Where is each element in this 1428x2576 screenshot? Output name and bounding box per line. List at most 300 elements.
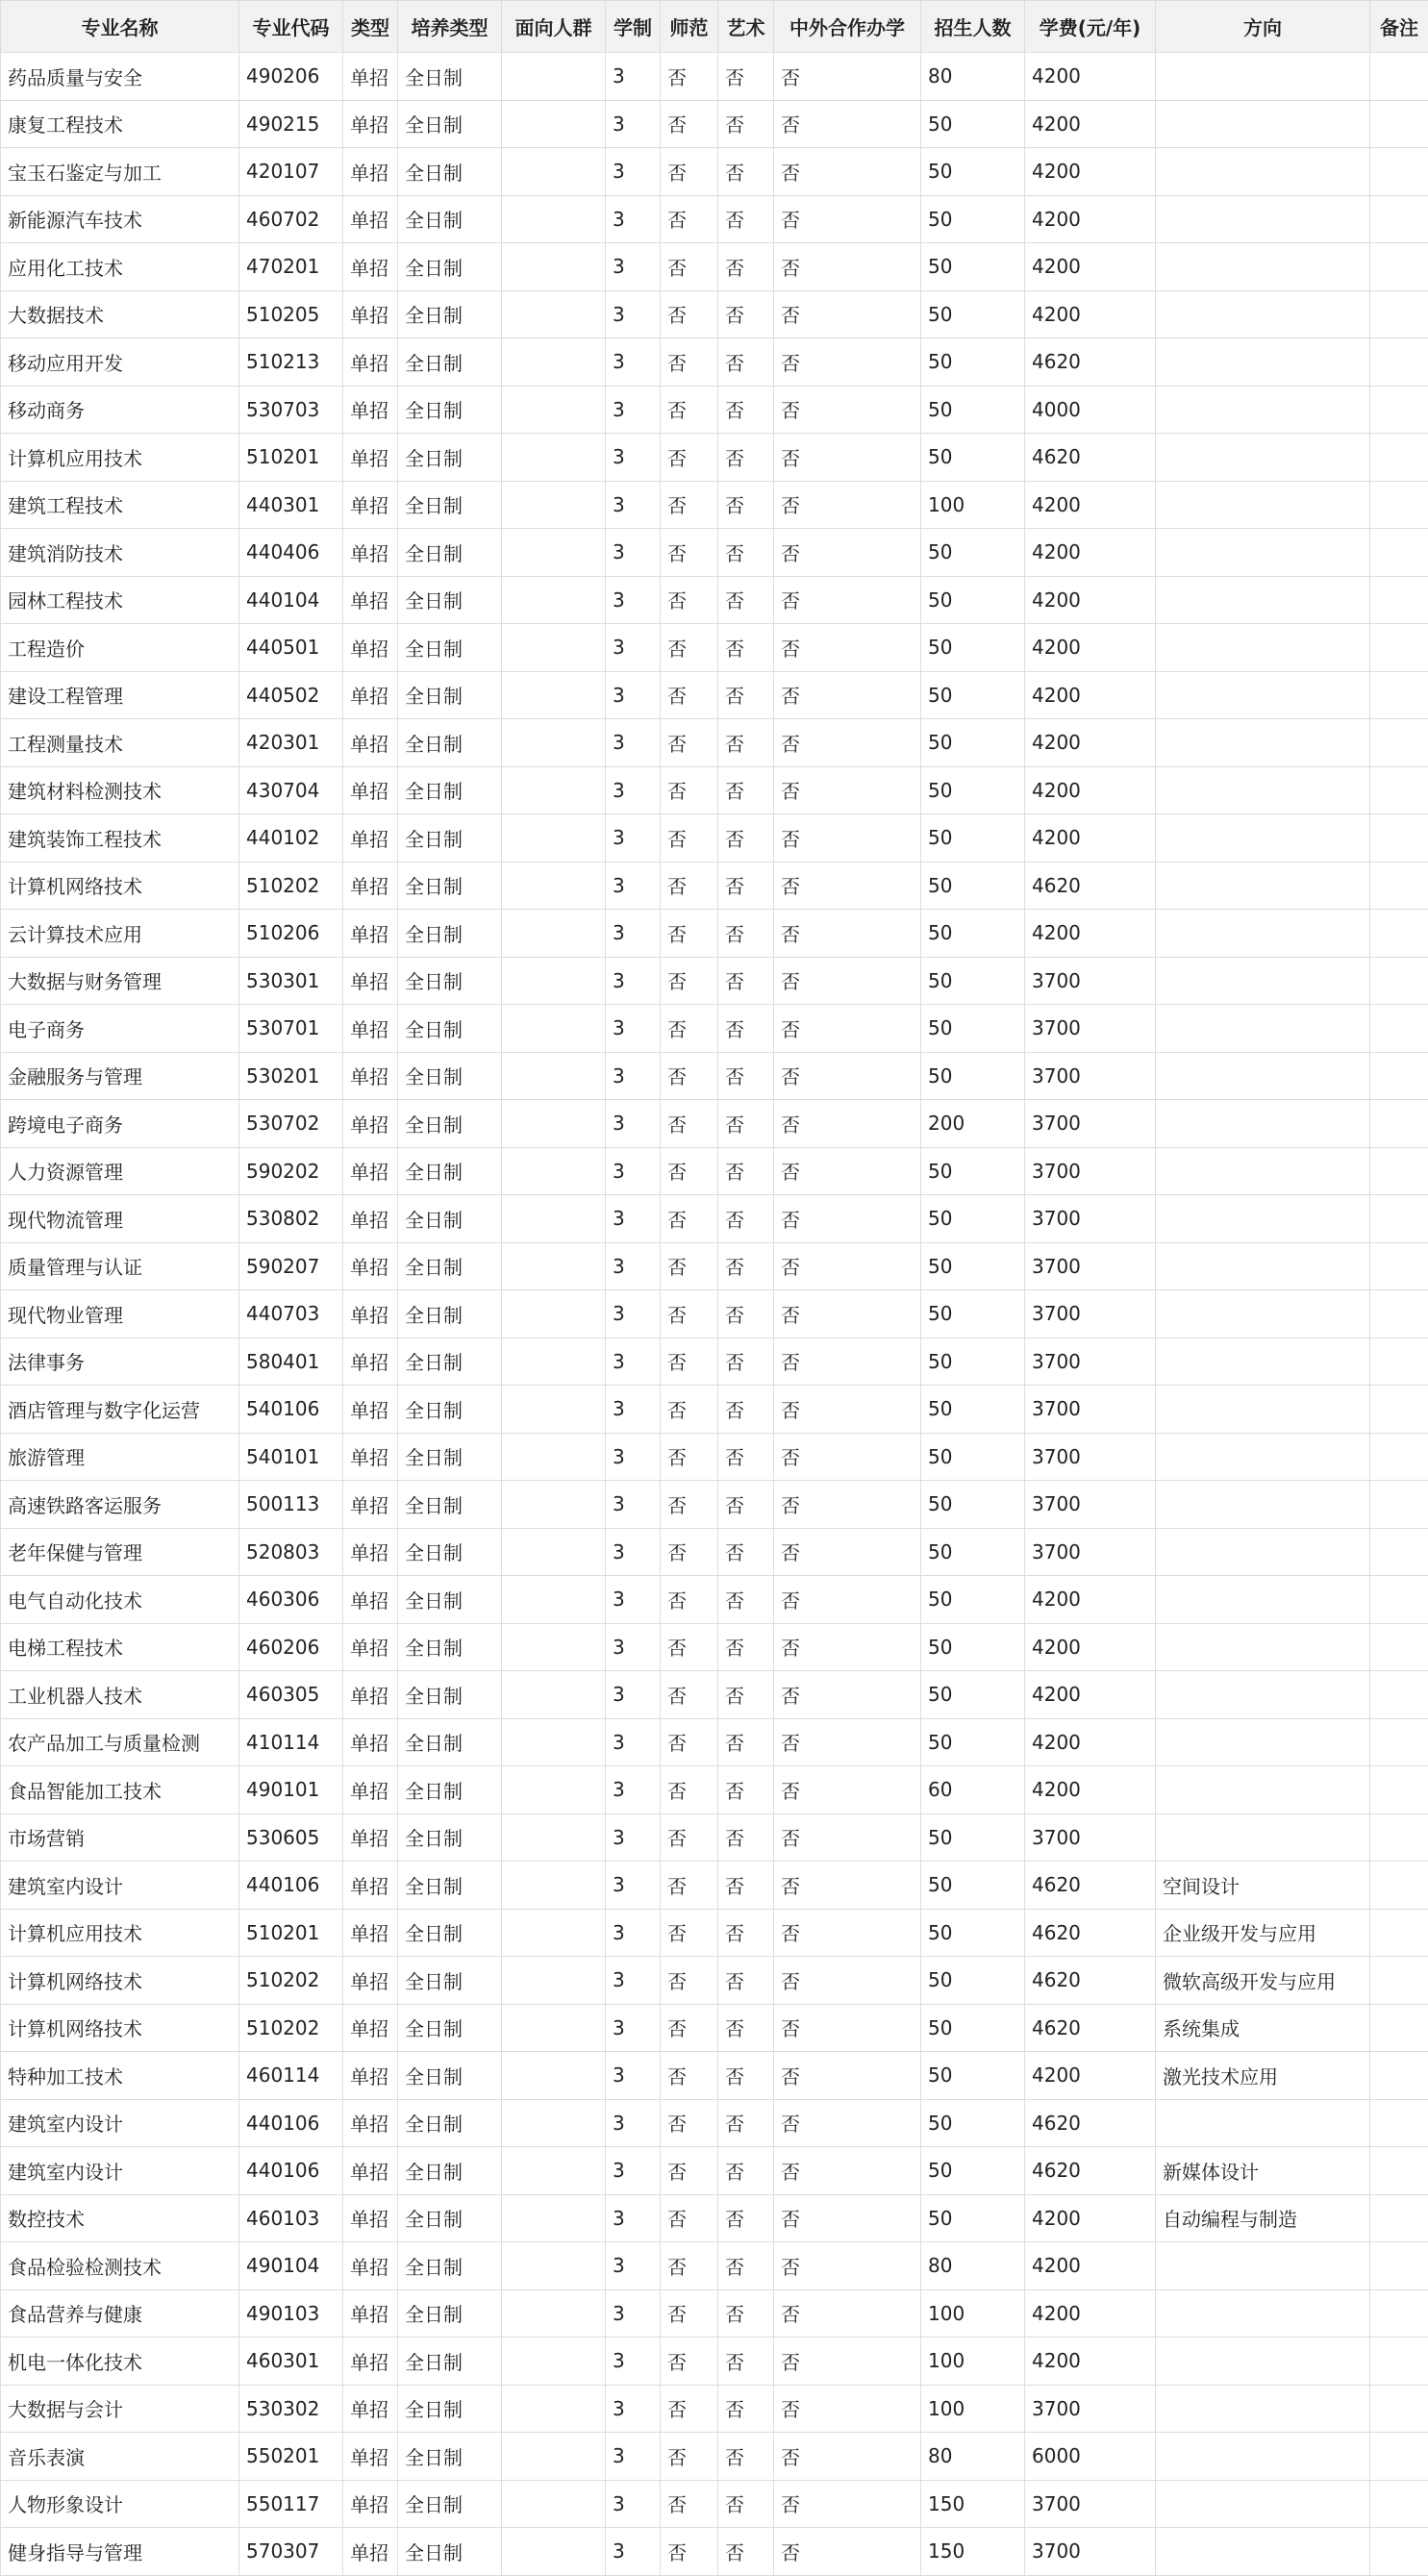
cell-target-group xyxy=(502,195,606,243)
cell-normal-school: 否 xyxy=(661,1386,718,1434)
cell-normal-school: 否 xyxy=(661,1909,718,1957)
cell-duration: 3 xyxy=(606,719,661,767)
cell-major-code: 440301 xyxy=(239,481,343,529)
cell-enrollment-count: 50 xyxy=(921,386,1025,434)
cell-target-group xyxy=(502,1100,606,1148)
cell-tuition: 4620 xyxy=(1025,2099,1156,2147)
cell-sino-foreign: 否 xyxy=(774,2052,921,2100)
cell-training-type: 全日制 xyxy=(398,814,502,863)
cell-direction xyxy=(1156,1528,1370,1576)
cell-duration: 3 xyxy=(606,766,661,814)
cell-remarks xyxy=(1370,719,1428,767)
cell-enrollment-count: 50 xyxy=(921,1147,1025,1195)
cell-training-type: 全日制 xyxy=(398,1813,502,1862)
cell-enrollment-count: 50 xyxy=(921,1242,1025,1290)
column-header-art: 艺术 xyxy=(718,1,774,53)
table-row xyxy=(1,1909,1428,1957)
cell-target-group xyxy=(502,290,606,338)
cell-direction xyxy=(1156,290,1370,338)
cell-remarks xyxy=(1370,1576,1428,1624)
cell-normal-school: 否 xyxy=(661,481,718,529)
cell-remarks xyxy=(1370,1195,1428,1243)
cell-target-group xyxy=(502,2052,606,2100)
column-header-duration: 学制 xyxy=(606,1,661,53)
cell-tuition: 4620 xyxy=(1025,434,1156,482)
cell-sino-foreign: 否 xyxy=(774,576,921,624)
cell-duration: 3 xyxy=(606,1862,661,1910)
cell-target-group xyxy=(502,1005,606,1053)
cell-major-code: 530701 xyxy=(239,1005,343,1053)
cell-remarks xyxy=(1370,814,1428,863)
cell-enrollment-count: 50 xyxy=(921,1862,1025,1910)
cell-target-group xyxy=(502,862,606,910)
cell-direction xyxy=(1156,1766,1370,1814)
cell-sino-foreign: 否 xyxy=(774,195,921,243)
cell-art: 否 xyxy=(718,1052,774,1100)
cell-normal-school: 否 xyxy=(661,1957,718,2005)
cell-tuition: 4200 xyxy=(1025,2052,1156,2100)
cell-remarks xyxy=(1370,53,1428,101)
cell-duration: 3 xyxy=(606,1386,661,1434)
table-row xyxy=(1,1576,1428,1624)
cell-major-code: 440501 xyxy=(239,624,343,672)
cell-enrollment-count: 50 xyxy=(921,100,1025,148)
cell-target-group xyxy=(502,2338,606,2386)
cell-duration: 3 xyxy=(606,2242,661,2290)
cell-major-code: 460305 xyxy=(239,1671,343,1719)
cell-type: 单招 xyxy=(343,2052,398,2100)
cell-target-group xyxy=(502,2528,606,2576)
cell-remarks xyxy=(1370,576,1428,624)
cell-art: 否 xyxy=(718,2004,774,2052)
cell-major-code: 440703 xyxy=(239,1290,343,1338)
cell-direction xyxy=(1156,1100,1370,1148)
cell-enrollment-count: 50 xyxy=(921,957,1025,1005)
cell-remarks xyxy=(1370,386,1428,434)
cell-training-type: 全日制 xyxy=(398,624,502,672)
cell-major-code: 510202 xyxy=(239,862,343,910)
table-row xyxy=(1,1671,1428,1719)
cell-normal-school: 否 xyxy=(661,1290,718,1338)
cell-tuition: 3700 xyxy=(1025,2385,1156,2433)
cell-normal-school: 否 xyxy=(661,243,718,291)
cell-remarks xyxy=(1370,2528,1428,2576)
cell-art: 否 xyxy=(718,434,774,482)
cell-training-type: 全日制 xyxy=(398,2052,502,2100)
cell-direction xyxy=(1156,148,1370,196)
cell-type: 单招 xyxy=(343,1718,398,1766)
cell-remarks xyxy=(1370,148,1428,196)
cell-major-name: 建筑室内设计 xyxy=(1,2147,239,2195)
cell-art: 否 xyxy=(718,862,774,910)
cell-remarks xyxy=(1370,1623,1428,1671)
cell-major-code: 580401 xyxy=(239,1338,343,1386)
cell-tuition: 3700 xyxy=(1025,2528,1156,2576)
cell-art: 否 xyxy=(718,766,774,814)
table-row xyxy=(1,624,1428,672)
cell-direction xyxy=(1156,766,1370,814)
cell-art: 否 xyxy=(718,1242,774,1290)
cell-art: 否 xyxy=(718,1957,774,2005)
cell-enrollment-count: 50 xyxy=(921,1433,1025,1481)
cell-training-type: 全日制 xyxy=(398,2147,502,2195)
cell-remarks xyxy=(1370,2433,1428,2481)
cell-tuition: 4200 xyxy=(1025,243,1156,291)
table-header xyxy=(1,1,1428,53)
cell-major-name: 机电一体化技术 xyxy=(1,2338,239,2386)
cell-art: 否 xyxy=(718,2052,774,2100)
cell-major-code: 510213 xyxy=(239,338,343,387)
cell-major-code: 440104 xyxy=(239,576,343,624)
table-row xyxy=(1,2338,1428,2386)
cell-direction: 自动编程与制造 xyxy=(1156,2194,1370,2242)
table-row xyxy=(1,1623,1428,1671)
cell-training-type: 全日制 xyxy=(398,2242,502,2290)
cell-major-code: 440502 xyxy=(239,671,343,719)
cell-enrollment-count: 100 xyxy=(921,2338,1025,2386)
cell-normal-school: 否 xyxy=(661,1147,718,1195)
cell-tuition: 3700 xyxy=(1025,2480,1156,2528)
cell-direction xyxy=(1156,910,1370,958)
cell-sino-foreign: 否 xyxy=(774,1338,921,1386)
cell-major-code: 510201 xyxy=(239,1909,343,1957)
cell-enrollment-count: 80 xyxy=(921,2242,1025,2290)
cell-enrollment-count: 50 xyxy=(921,2099,1025,2147)
cell-enrollment-count: 50 xyxy=(921,243,1025,291)
cell-art: 否 xyxy=(718,1005,774,1053)
cell-duration: 3 xyxy=(606,624,661,672)
cell-direction xyxy=(1156,719,1370,767)
cell-major-name: 计算机网络技术 xyxy=(1,862,239,910)
cell-remarks xyxy=(1370,2004,1428,2052)
cell-type: 单招 xyxy=(343,1576,398,1624)
cell-enrollment-count: 50 xyxy=(921,338,1025,387)
cell-direction xyxy=(1156,1052,1370,1100)
cell-type: 单招 xyxy=(343,100,398,148)
cell-direction xyxy=(1156,2480,1370,2528)
cell-art: 否 xyxy=(718,1909,774,1957)
cell-major-name: 跨境电子商务 xyxy=(1,1100,239,1148)
cell-normal-school: 否 xyxy=(661,434,718,482)
cell-training-type: 全日制 xyxy=(398,576,502,624)
cell-enrollment-count: 50 xyxy=(921,2052,1025,2100)
cell-duration: 3 xyxy=(606,1100,661,1148)
cell-tuition: 4620 xyxy=(1025,1862,1156,1910)
cell-sino-foreign: 否 xyxy=(774,2099,921,2147)
cell-enrollment-count: 50 xyxy=(921,1338,1025,1386)
table-row xyxy=(1,2385,1428,2433)
cell-tuition: 4000 xyxy=(1025,386,1156,434)
cell-training-type: 全日制 xyxy=(398,100,502,148)
cell-sino-foreign: 否 xyxy=(774,862,921,910)
cell-remarks xyxy=(1370,2147,1428,2195)
cell-sino-foreign: 否 xyxy=(774,434,921,482)
cell-art: 否 xyxy=(718,290,774,338)
cell-direction xyxy=(1156,434,1370,482)
cell-normal-school: 否 xyxy=(661,910,718,958)
cell-major-code: 510202 xyxy=(239,1957,343,2005)
cell-tuition: 4620 xyxy=(1025,1909,1156,1957)
cell-enrollment-count: 50 xyxy=(921,2194,1025,2242)
cell-major-name: 移动应用开发 xyxy=(1,338,239,387)
cell-direction xyxy=(1156,1338,1370,1386)
table-row xyxy=(1,434,1428,482)
cell-target-group xyxy=(502,1862,606,1910)
cell-normal-school: 否 xyxy=(661,53,718,101)
cell-normal-school: 否 xyxy=(661,529,718,577)
cell-training-type: 全日制 xyxy=(398,1290,502,1338)
cell-remarks xyxy=(1370,957,1428,1005)
cell-normal-school: 否 xyxy=(661,576,718,624)
cell-type: 单招 xyxy=(343,2004,398,2052)
cell-major-name: 食品检验检测技术 xyxy=(1,2242,239,2290)
cell-target-group xyxy=(502,434,606,482)
cell-art: 否 xyxy=(718,1195,774,1243)
cell-remarks xyxy=(1370,290,1428,338)
cell-enrollment-count: 50 xyxy=(921,624,1025,672)
cell-sino-foreign: 否 xyxy=(774,481,921,529)
cell-art: 否 xyxy=(718,1766,774,1814)
cell-direction xyxy=(1156,53,1370,101)
cell-major-name: 园林工程技术 xyxy=(1,576,239,624)
cell-sino-foreign: 否 xyxy=(774,910,921,958)
cell-training-type: 全日制 xyxy=(398,434,502,482)
cell-sino-foreign: 否 xyxy=(774,1909,921,1957)
cell-normal-school: 否 xyxy=(661,2052,718,2100)
cell-type: 单招 xyxy=(343,1005,398,1053)
cell-major-name: 农产品加工与质量检测 xyxy=(1,1718,239,1766)
cell-type: 单招 xyxy=(343,910,398,958)
cell-tuition: 4200 xyxy=(1025,2194,1156,2242)
cell-training-type: 全日制 xyxy=(398,1576,502,1624)
cell-art: 否 xyxy=(718,53,774,101)
table-row xyxy=(1,2004,1428,2052)
cell-type: 单招 xyxy=(343,1766,398,1814)
cell-remarks xyxy=(1370,862,1428,910)
cell-enrollment-count: 80 xyxy=(921,2433,1025,2481)
cell-enrollment-count: 50 xyxy=(921,1813,1025,1862)
cell-normal-school: 否 xyxy=(661,1718,718,1766)
cell-tuition: 4200 xyxy=(1025,290,1156,338)
cell-type: 单招 xyxy=(343,338,398,387)
cell-sino-foreign: 否 xyxy=(774,53,921,101)
cell-enrollment-count: 150 xyxy=(921,2528,1025,2576)
cell-sino-foreign: 否 xyxy=(774,1718,921,1766)
cell-duration: 3 xyxy=(606,1718,661,1766)
cell-direction xyxy=(1156,957,1370,1005)
cell-normal-school: 否 xyxy=(661,1576,718,1624)
cell-training-type: 全日制 xyxy=(398,1147,502,1195)
cell-remarks xyxy=(1370,2338,1428,2386)
cell-type: 单招 xyxy=(343,862,398,910)
table-row xyxy=(1,1813,1428,1862)
cell-type: 单招 xyxy=(343,1290,398,1338)
cell-training-type: 全日制 xyxy=(398,386,502,434)
cell-remarks xyxy=(1370,481,1428,529)
cell-enrollment-count: 100 xyxy=(921,481,1025,529)
cell-major-code: 490104 xyxy=(239,2242,343,2290)
cell-tuition: 6000 xyxy=(1025,2433,1156,2481)
column-header-direction: 方向 xyxy=(1156,1,1370,53)
cell-sino-foreign: 否 xyxy=(774,2004,921,2052)
header-row xyxy=(1,1,1428,53)
cell-major-code: 440106 xyxy=(239,2099,343,2147)
cell-tuition: 4200 xyxy=(1025,481,1156,529)
cell-normal-school: 否 xyxy=(661,1338,718,1386)
cell-tuition: 3700 xyxy=(1025,1195,1156,1243)
cell-major-name: 云计算技术应用 xyxy=(1,910,239,958)
cell-direction xyxy=(1156,529,1370,577)
cell-major-code: 510201 xyxy=(239,434,343,482)
cell-sino-foreign: 否 xyxy=(774,2528,921,2576)
table-row xyxy=(1,2289,1428,2338)
cell-art: 否 xyxy=(718,1100,774,1148)
cell-normal-school: 否 xyxy=(661,100,718,148)
cell-enrollment-count: 50 xyxy=(921,1481,1025,1529)
cell-training-type: 全日制 xyxy=(398,195,502,243)
cell-target-group xyxy=(502,243,606,291)
cell-tuition: 4200 xyxy=(1025,1623,1156,1671)
cell-tuition: 3700 xyxy=(1025,1433,1156,1481)
cell-tuition: 4200 xyxy=(1025,719,1156,767)
cell-major-name: 应用化工技术 xyxy=(1,243,239,291)
cell-enrollment-count: 50 xyxy=(921,1052,1025,1100)
cell-art: 否 xyxy=(718,1718,774,1766)
cell-type: 单招 xyxy=(343,624,398,672)
cell-tuition: 3700 xyxy=(1025,957,1156,1005)
cell-tuition: 4620 xyxy=(1025,2004,1156,2052)
cell-type: 单招 xyxy=(343,957,398,1005)
cell-remarks xyxy=(1370,2099,1428,2147)
column-header-major-name: 专业名称 xyxy=(1,1,239,53)
cell-duration: 3 xyxy=(606,529,661,577)
cell-major-code: 460103 xyxy=(239,2194,343,2242)
cell-type: 单招 xyxy=(343,386,398,434)
cell-tuition: 4200 xyxy=(1025,576,1156,624)
cell-sino-foreign: 否 xyxy=(774,2242,921,2290)
cell-direction xyxy=(1156,386,1370,434)
cell-type: 单招 xyxy=(343,1433,398,1481)
cell-direction: 激光技术应用 xyxy=(1156,2052,1370,2100)
cell-tuition: 4200 xyxy=(1025,148,1156,196)
cell-tuition: 4200 xyxy=(1025,53,1156,101)
cell-target-group xyxy=(502,671,606,719)
cell-duration: 3 xyxy=(606,434,661,482)
cell-enrollment-count: 100 xyxy=(921,2385,1025,2433)
cell-direction xyxy=(1156,2289,1370,2338)
cell-type: 单招 xyxy=(343,1528,398,1576)
cell-art: 否 xyxy=(718,2194,774,2242)
cell-direction xyxy=(1156,2242,1370,2290)
cell-direction xyxy=(1156,1386,1370,1434)
cell-remarks xyxy=(1370,1338,1428,1386)
cell-sino-foreign: 否 xyxy=(774,2433,921,2481)
cell-major-code: 440406 xyxy=(239,529,343,577)
cell-duration: 3 xyxy=(606,2433,661,2481)
cell-direction xyxy=(1156,1005,1370,1053)
cell-art: 否 xyxy=(718,1528,774,1576)
cell-target-group xyxy=(502,1338,606,1386)
cell-tuition: 3700 xyxy=(1025,1100,1156,1148)
cell-art: 否 xyxy=(718,148,774,196)
cell-major-name: 现代物流管理 xyxy=(1,1195,239,1243)
cell-art: 否 xyxy=(718,2242,774,2290)
cell-major-name: 建设工程管理 xyxy=(1,671,239,719)
cell-duration: 3 xyxy=(606,814,661,863)
cell-training-type: 全日制 xyxy=(398,1433,502,1481)
cell-enrollment-count: 50 xyxy=(921,1576,1025,1624)
cell-sino-foreign: 否 xyxy=(774,2385,921,2433)
cell-major-code: 530301 xyxy=(239,957,343,1005)
cell-type: 单招 xyxy=(343,2099,398,2147)
cell-training-type: 全日制 xyxy=(398,1100,502,1148)
cell-major-code: 550117 xyxy=(239,2480,343,2528)
cell-direction: 微软高级开发与应用 xyxy=(1156,1957,1370,2005)
cell-major-name: 食品营养与健康 xyxy=(1,2289,239,2338)
cell-direction xyxy=(1156,1433,1370,1481)
cell-major-name: 建筑室内设计 xyxy=(1,2099,239,2147)
cell-direction xyxy=(1156,814,1370,863)
cell-major-code: 440106 xyxy=(239,2147,343,2195)
cell-training-type: 全日制 xyxy=(398,1528,502,1576)
cell-remarks xyxy=(1370,1290,1428,1338)
cell-major-name: 人物形象设计 xyxy=(1,2480,239,2528)
cell-normal-school: 否 xyxy=(661,1766,718,1814)
column-header-major-code: 专业代码 xyxy=(239,1,343,53)
cell-art: 否 xyxy=(718,814,774,863)
cell-enrollment-count: 50 xyxy=(921,1528,1025,1576)
cell-major-name: 电气自动化技术 xyxy=(1,1576,239,1624)
cell-major-code: 460114 xyxy=(239,2052,343,2100)
table-row xyxy=(1,148,1428,196)
column-header-target-group: 面向人群 xyxy=(502,1,606,53)
cell-training-type: 全日制 xyxy=(398,1766,502,1814)
cell-type: 单招 xyxy=(343,766,398,814)
cell-training-type: 全日制 xyxy=(398,719,502,767)
cell-sino-foreign: 否 xyxy=(774,290,921,338)
cell-enrollment-count: 50 xyxy=(921,195,1025,243)
cell-target-group xyxy=(502,2099,606,2147)
cell-duration: 3 xyxy=(606,338,661,387)
table-row xyxy=(1,671,1428,719)
cell-art: 否 xyxy=(718,2338,774,2386)
cell-type: 单招 xyxy=(343,1623,398,1671)
cell-art: 否 xyxy=(718,1433,774,1481)
cell-enrollment-count: 50 xyxy=(921,148,1025,196)
cell-type: 单招 xyxy=(343,481,398,529)
cell-major-code: 430704 xyxy=(239,766,343,814)
cell-tuition: 3700 xyxy=(1025,1813,1156,1862)
cell-remarks xyxy=(1370,1433,1428,1481)
table-row xyxy=(1,386,1428,434)
cell-major-name: 大数据与财务管理 xyxy=(1,957,239,1005)
cell-sino-foreign: 否 xyxy=(774,243,921,291)
cell-major-name: 金融服务与管理 xyxy=(1,1052,239,1100)
cell-enrollment-count: 50 xyxy=(921,671,1025,719)
cell-sino-foreign: 否 xyxy=(774,2194,921,2242)
cell-duration: 3 xyxy=(606,1242,661,1290)
cell-target-group xyxy=(502,2433,606,2481)
cell-sino-foreign: 否 xyxy=(774,1005,921,1053)
cell-enrollment-count: 50 xyxy=(921,1005,1025,1053)
cell-remarks xyxy=(1370,2194,1428,2242)
cell-enrollment-count: 50 xyxy=(921,1957,1025,2005)
table-row xyxy=(1,1862,1428,1910)
cell-direction xyxy=(1156,671,1370,719)
cell-remarks xyxy=(1370,243,1428,291)
cell-art: 否 xyxy=(718,338,774,387)
cell-art: 否 xyxy=(718,481,774,529)
